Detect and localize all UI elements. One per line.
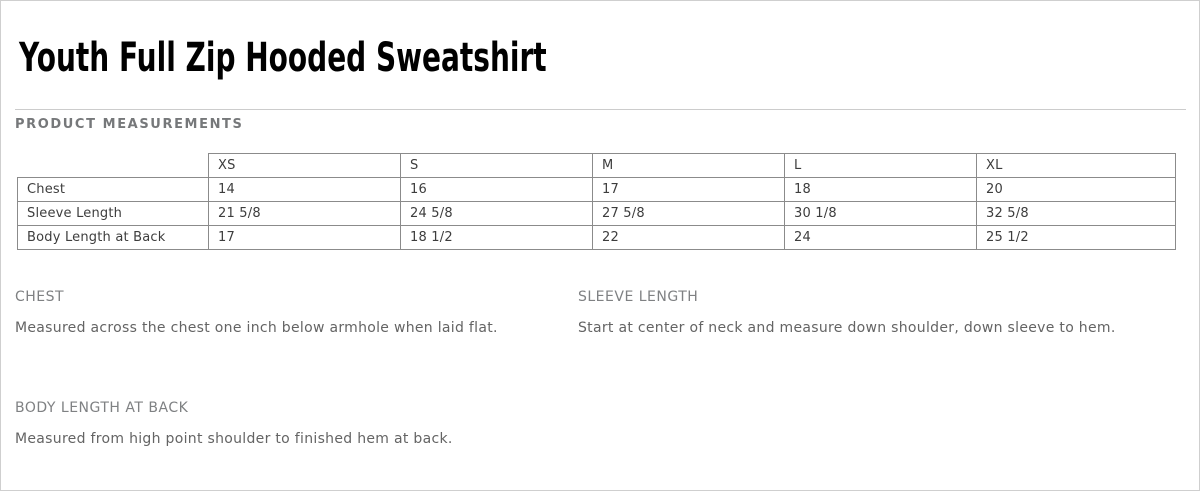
definition-sleeve-length (578, 289, 1126, 341)
definition-body-length-at-back-text: Measured from high point shoulder to finished hem at back. (15, 431, 453, 447)
measurement-cell: 22 (593, 226, 785, 250)
table-header-row (18, 154, 1176, 178)
definition-chest-heading: CHEST (15, 289, 65, 305)
measurement-cell: 27 5/8 (593, 202, 785, 226)
size-column-header-xs: XS (209, 154, 401, 178)
measurement-cell: 32 5/8 (977, 202, 1176, 226)
definition-sleeve-length-heading: SLEEVE LENGTH (578, 289, 699, 305)
product-measurements-heading: PRODUCT MEASUREMENTS (15, 117, 244, 132)
measurement-cell: 17 (593, 178, 785, 202)
measurement-cell: 14 (209, 178, 401, 202)
measurement-cell: 21 5/8 (209, 202, 401, 226)
page-title: Youth Full Zip Hooded Sweatshirt (19, 35, 547, 81)
definition-sleeve-length-text: Start at center of neck and measure down shoulder, down sleeve to hem. (578, 320, 1116, 336)
size-column-header-s: S (401, 154, 593, 178)
corner-cell (18, 154, 209, 178)
size-column-header-m: M (593, 154, 785, 178)
measurement-cell: 18 1/2 (401, 226, 593, 250)
measurement-cell: 24 (785, 226, 977, 250)
definition-chest-text: Measured across the chest one inch below armhole when laid flat. (15, 320, 498, 336)
measurement-cell: 18 (785, 178, 977, 202)
measurement-cell: 16 (401, 178, 593, 202)
table-row-sleeve-length (18, 202, 1176, 226)
row-label: Sleeve Length (18, 202, 209, 226)
size-column-header-xl: XL (977, 154, 1176, 178)
size-column-header-l: L (785, 154, 977, 178)
measurement-cell: 25 1/2 (977, 226, 1176, 250)
definition-chest (15, 289, 555, 341)
row-label: Body Length at Back (18, 226, 209, 250)
table-row-chest (18, 178, 1176, 202)
measurement-cell: 30 1/8 (785, 202, 977, 226)
measurement-cell: 17 (209, 226, 401, 250)
measurement-cell: 24 5/8 (401, 202, 593, 226)
definition-body-length-at-back (15, 400, 575, 452)
definition-body-length-at-back-heading: BODY LENGTH AT BACK (15, 400, 189, 416)
measurement-cell: 20 (977, 178, 1176, 202)
measurements-table (17, 153, 1176, 250)
row-label: Chest (18, 178, 209, 202)
table-row-body-length-at-back (18, 226, 1176, 250)
section-divider (15, 109, 1186, 110)
